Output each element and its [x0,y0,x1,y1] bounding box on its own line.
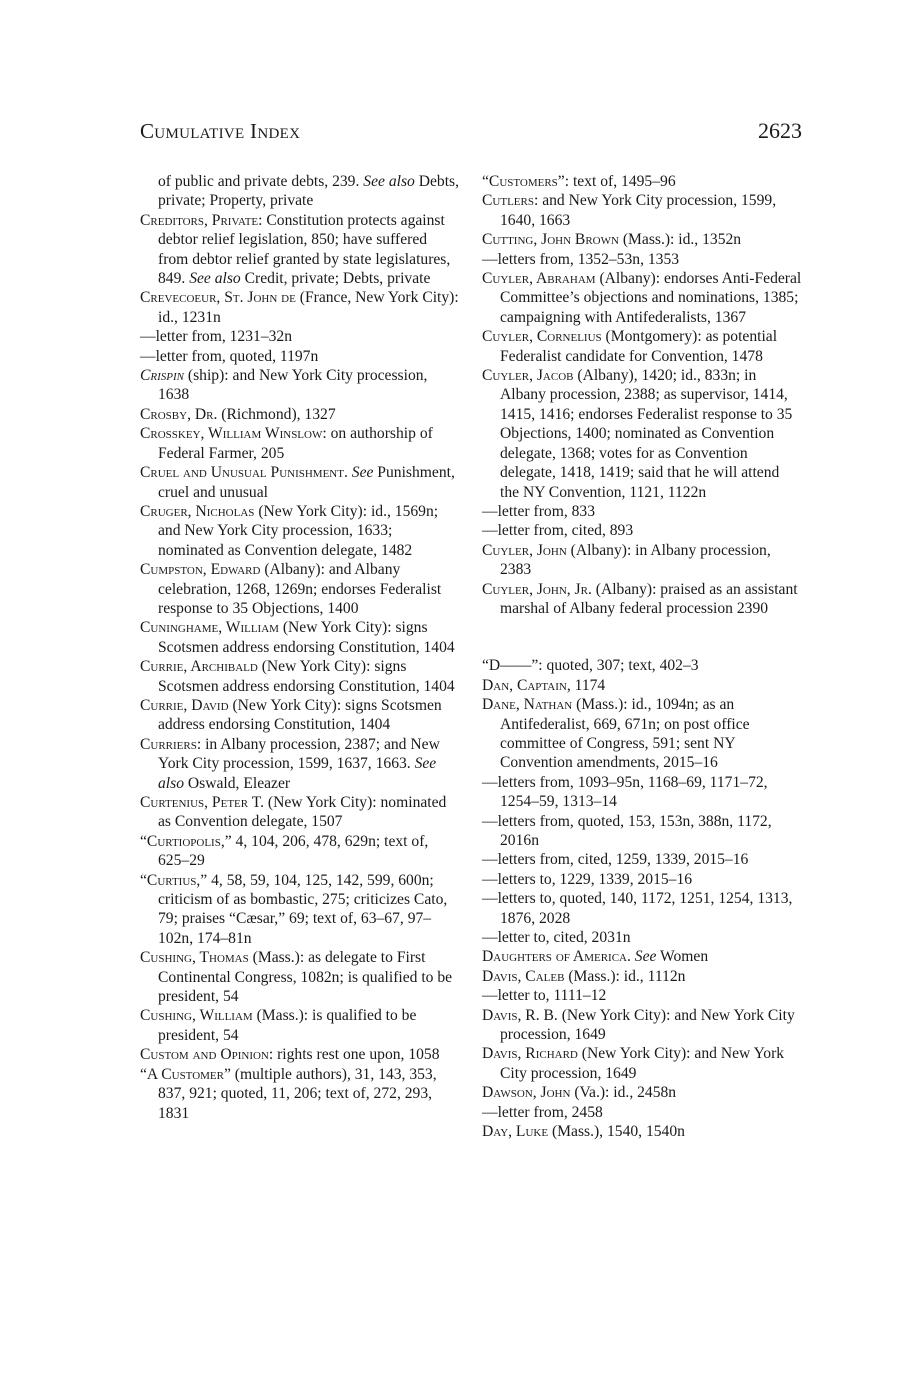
index-entry [482,850,802,869]
index-entry [482,695,802,773]
entry-text: (New York City): id., 1569n; and New York City procession, 1633; nominated as Convention delegate, 1482 [158,502,439,559]
index-entry [140,366,460,405]
entry-text: (New York City): signs Scotsmen address endorsing Constitution, 1404 [158,658,455,695]
entry-text: (Albany): endorses Anti-Federal Committee’s objections and nominations, 1385; campaigning with Antifederalists, 1367 [500,270,802,326]
entry-headword: Custom and Opinion [140,1046,269,1064]
index-entry [482,172,802,191]
entry-text: Women [656,948,709,966]
cross-reference: See also [189,270,241,288]
index-entry [140,1006,460,1045]
entry-headword: Daughters of America [482,948,627,966]
running-title: Cumulative Index [140,119,301,143]
entry-text: —letter from, 2458 [482,1103,603,1121]
entry-headword: Cuyler, Abraham [482,270,596,288]
index-entry [482,773,802,812]
entry-text: (Mass.): id., 1094n; as an Antifederalist, 669, 671n; on post office committee of Congress, 591; sent NY Convention amendments, 2015–16 [500,696,750,772]
index-entry [140,424,460,463]
entry-text: (Montgomery): as potential Federalist candidate for Convention, 1478 [500,328,778,365]
entry-text: : text of, 1495–96 [564,173,676,190]
entry-headword: Cushing, Thomas [140,949,249,967]
entry-headword: Cuyler, John, Jr. [482,580,592,598]
entry-text: : on authorship of Federal Farmer, 205 [158,425,433,462]
entry-text: : rights rest one upon, 1058 [268,1046,440,1064]
entry-headword: Cruger, Nicholas [140,502,255,520]
index-entry [482,580,802,619]
entry-text: : Constitution protects against debtor relief legislation, 850; have suffered from debtor relief granted by state legislatures, 849. [158,211,451,288]
index-entry [140,618,460,657]
index-entry [482,928,802,947]
entry-text: (Mass.): as delegate to First Continental Congress, 1082n; is qualified to be president, 54 [158,949,453,1006]
entry-headword: Creditors, Private [140,211,259,229]
entry-headword: Currie, Archibald [140,658,258,676]
entry-headword: Davis, Richard [482,1045,578,1063]
entry-text: : and New York City procession, 1599, 1640, 1663 [500,192,777,229]
entry-text: —letter from, cited, 893 [482,522,634,540]
entry-text: . [343,464,352,482]
entry-text: (multiple authors), 31, 143, 353, 837, 921; quoted, 11, 206; text of, 272, 293, 1831 [158,1065,437,1122]
index-entry [482,676,802,695]
entry-text: (France, New York City): id., 1231n [158,289,459,326]
entry-headword: Crosby, Dr. [140,405,218,423]
index-entry [482,1103,802,1122]
entry-headword: Cumpston, Edward [140,561,261,579]
entry-text: : in Albany procession, 2387; and New York City procession, 1599, 1637, 1663. [158,735,440,773]
entry-headword: Curtenius, Peter T. [140,794,264,811]
cross-reference: See [634,948,657,966]
entry-headword: Dane, Nathan [482,696,573,714]
index-entry [140,405,460,424]
entry-text: —letter to, cited, 2031n [482,929,631,947]
index-entry [140,1065,460,1123]
index-entry [482,1122,802,1141]
entry-headword: Cuyler, Jacob [482,367,574,385]
index-entry [140,657,460,696]
entry-text: (Albany): and Albany celebration, 1268, 1269n; endorses Federalist response to 35 Objections, 1400 [158,561,442,617]
index-entry [140,871,460,949]
index-entry [482,812,802,851]
entry-headword: Dawson, John [482,1084,571,1102]
entry-text: 4, 58, 59, 104, 125, 142, 599, 600n; criticism of as bombastic, 275; criticizes Cato, 79; praises “Cæsar,” 69; text of, 63–67, 97–102n, 174–81n [158,871,448,947]
entry-headword: Cuninghame, William [140,619,279,637]
index-entry [140,832,460,871]
entry-text: —letters from, 1352–53n, 1353 [482,250,680,268]
index-entry [482,502,802,521]
entry-text: (Albany): praised as an assistant marshal of Albany federal procession 2390 [500,580,798,617]
entry-text: (New York City): and New York City procession, 1649 [500,1045,785,1082]
running-header [140,118,802,154]
entry-headword: Cutting, John Brown [482,231,619,249]
index-entry [482,947,802,966]
index-entry [140,463,460,502]
entry-text: Debts, private; Property, private [158,173,460,210]
entry-headword: Cuyler, John [482,541,567,559]
entry-headword: Crevecoeur, St. John de [140,289,296,307]
entry-headword: Davis, Caleb [482,967,565,985]
index-entry [482,250,802,269]
cross-reference: See [351,464,374,482]
entry-text: —letters to, quoted, 140, 1172, 1251, 1254, 1313, 1876, 2028 [482,890,793,927]
entry-text: 4, 104, 206, 478, 629n; text of, 625–29 [158,832,429,870]
index-entry [140,288,460,327]
index-entry [140,347,460,366]
entry-text: of public and private debts, 239. [158,173,364,190]
entry-text: —letters from, cited, 1259, 1339, 2015–16 [482,851,749,869]
entry-text: (New York City): signs Scotsmen address endorsing Constitution, 1404 [158,696,442,734]
entry-text: , 1174 [566,676,606,694]
entry-headword: Cushing, William [140,1007,253,1025]
entry-text: (Mass.), 1540, 1540n [548,1123,685,1141]
index-entry [482,1083,802,1102]
index-entry [140,735,460,793]
index-entry [482,191,802,230]
index-entry [482,1006,802,1045]
index-entry [482,327,802,366]
entry-text: Oswald, Eleazer [184,774,291,792]
entry-headword: Curriers [140,735,197,753]
entry-headword: Cuyler, Cornelius [482,328,602,346]
entry-text: —letter from, quoted, 1197n [140,347,319,365]
entry-headword: “Curtius,” [140,871,208,889]
section-gap [482,618,802,656]
entry-text: (Mass.): is qualified to be president, 54 [158,1007,417,1044]
index-entry [140,211,460,289]
cross-reference: See also [363,173,415,190]
entry-text: Credit, private; Debts, private [240,270,431,288]
entry-text: : quoted, 307; text, 402–3 [538,657,699,675]
entry-headword: Cruel and Unusual Punishment [140,464,344,482]
entry-text: —letter to, 1111–12 [482,987,607,1005]
entry-text: —letter from, 833 [482,502,596,520]
index-entry [140,793,460,832]
index-entry [482,521,802,540]
entry-text: (ship): and New York City procession, 1638 [158,367,428,404]
index-entry [482,1044,802,1083]
index-entry [140,560,460,618]
entry-headword: Crispin [140,367,185,385]
entry-headword: Crosskey, William Winslow [140,425,323,443]
entry-text: (New York City): signs Scotsmen address endorsing Constitution, 1404 [158,619,455,656]
entry-headword: “Curtiopolis,” [140,832,232,850]
entry-text: —letters from, 1093–95n, 1168–69, 1171–72, 1254–59, 1313–14 [482,773,768,811]
entry-text: (Va.): id., 2458n [570,1084,677,1102]
index-entry [482,967,802,986]
entry-text: . [626,948,635,966]
page-number: 2623 [758,118,802,143]
entry-text: (Mass.): id., 1352n [618,231,742,249]
entry-text: —letter from, 1231–32n [140,328,293,346]
index-entry [482,656,802,675]
index-entry [140,948,460,1006]
entry-text: (New York City): and New York City procession, 1649 [500,1006,795,1044]
index-entry [140,502,460,560]
entry-text: —letters to, 1229, 1339, 2015–16 [482,870,693,888]
index-entry [140,327,460,346]
entry-text: (New York City): nominated as Convention delegate, 1507 [158,794,447,831]
index-entry [140,1045,460,1064]
entry-headword: “D——” [482,657,539,675]
entry-text: (Albany): in Albany procession, 2383 [500,541,771,579]
entry-text: (Albany), 1420; id., 833n; in Albany procession, 2388; as supervisor, 1414, 1415, 1416; endorses Federalist response to 35 Objections, 1400; nominated as Convention delegate, 1368; votes for as Convention delegate, 1418, 1419; said that he will attend the NY Convention, 1121, 1122n [500,367,793,501]
entry-text: (Mass.): id., 1112n [564,967,686,985]
entry-headword: Cutlers [482,192,534,210]
index-entry [482,986,802,1005]
index-entry [482,230,802,249]
index-column-left [140,172,460,1123]
cross-reference: See also [158,755,437,792]
index-column-right [482,172,802,1142]
entry-headword: Day, Luke [482,1123,549,1141]
index-entry [482,889,802,928]
index-entry [140,696,460,735]
entry-text: (Richmond), 1327 [217,405,336,423]
index-entry [140,172,460,211]
index-entry [482,870,802,889]
index-entry [482,269,802,327]
index-entry [482,541,802,580]
entry-headword: Dan, Captain [482,676,567,694]
entry-text: —letters from, quoted, 153, 153n, 388n, 1172, 2016n [482,812,772,849]
index-entry [482,366,802,502]
entry-headword: “A Customer” [140,1065,231,1083]
entry-headword: Davis, R. B. [482,1006,558,1024]
entry-text: Punishment, cruel and unusual [158,464,455,501]
entry-headword: “Customers” [482,173,565,190]
entry-headword: Currie, David [140,696,229,714]
